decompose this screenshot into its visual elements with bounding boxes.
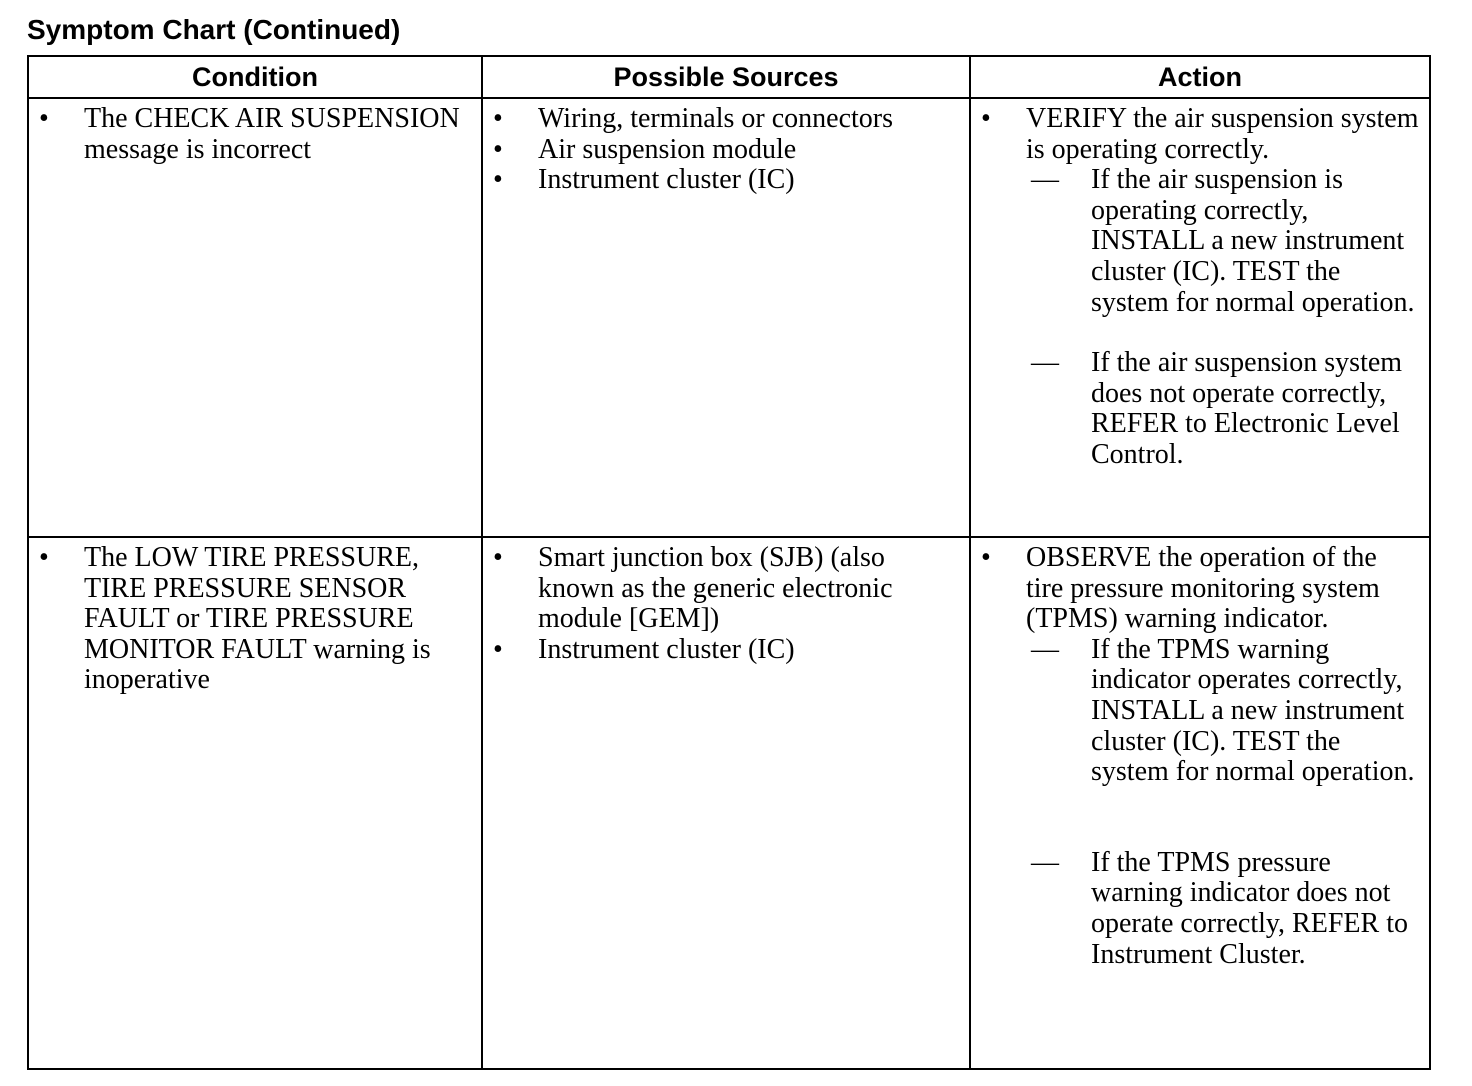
source-item: • Air suspension module — [493, 133, 797, 165]
bullet-icon: • — [493, 633, 503, 665]
bullet-icon: • — [493, 133, 503, 165]
source-item: • Instrument cluster (IC) — [493, 164, 795, 196]
bullet-icon: • — [493, 103, 503, 134]
bullet-icon: • — [981, 103, 991, 134]
dash-icon: — — [1031, 347, 1059, 379]
bullet-icon: • — [39, 103, 49, 134]
dash-icon: — — [1031, 164, 1059, 196]
source-item: • Smart junction box (SJB) (also known as the generic electronic module [GEM]) — [493, 542, 893, 635]
header-row — [28, 56, 1430, 98]
condition-cell — [28, 537, 482, 1069]
bullet-icon: • — [39, 542, 49, 573]
header-condition: Condition — [28, 56, 482, 98]
table-row — [28, 537, 1430, 1069]
action-subitem: — If the TPMS pressure warning indicator does not operate correctly, REFER to Instrument Cluster. — [1031, 846, 1408, 970]
action-cell — [970, 98, 1430, 537]
source-item: • Instrument cluster (IC) — [493, 633, 795, 665]
header-action: Action — [970, 56, 1430, 98]
action-subitem: — If the TPMS warning indicator operates correctly, INSTALL a new instrument cluster (IC). TEST the system for normal operation. — [1031, 633, 1415, 788]
action-subitem: — If the air suspension system does not operate correctly, REFER to Electronic Level Control. — [1031, 347, 1403, 470]
table-row — [28, 98, 1430, 537]
condition-item: • The CHECK AIR SUSPENSION message is incorrect — [39, 103, 460, 165]
condition-item: • The LOW TIRE PRESSURE, TIRE PRESSURE SENSOR FAULT or TIRE PRESSURE MONITOR FAULT warning is inoperative — [39, 542, 431, 696]
page-title: Symptom Chart (Continued) — [27, 14, 401, 45]
action-cell — [970, 537, 1430, 1069]
bullet-icon: • — [981, 542, 991, 573]
bullet-icon: • — [493, 164, 503, 196]
condition-cell — [28, 98, 482, 537]
action-item: • VERIFY the air suspension system is operating correctly. — [981, 103, 1419, 165]
dash-icon: — — [1031, 633, 1059, 665]
symptom-chart-table — [27, 55, 1431, 1070]
sources-cell — [482, 537, 970, 1069]
dash-icon: — — [1031, 846, 1059, 878]
action-item: • OBSERVE the operation of the tire pressure monitoring system (TPMS) warning indicator. — [981, 542, 1380, 635]
sources-cell — [482, 98, 970, 537]
action-subitem: — If the air suspension is operating correctly, INSTALL a new instrument cluster (IC). TEST the system for normal operation. — [1031, 164, 1415, 318]
header-possible-sources: Possible Sources — [482, 56, 970, 98]
bullet-icon: • — [493, 542, 503, 573]
source-item: • Wiring, terminals or connectors — [493, 103, 893, 134]
